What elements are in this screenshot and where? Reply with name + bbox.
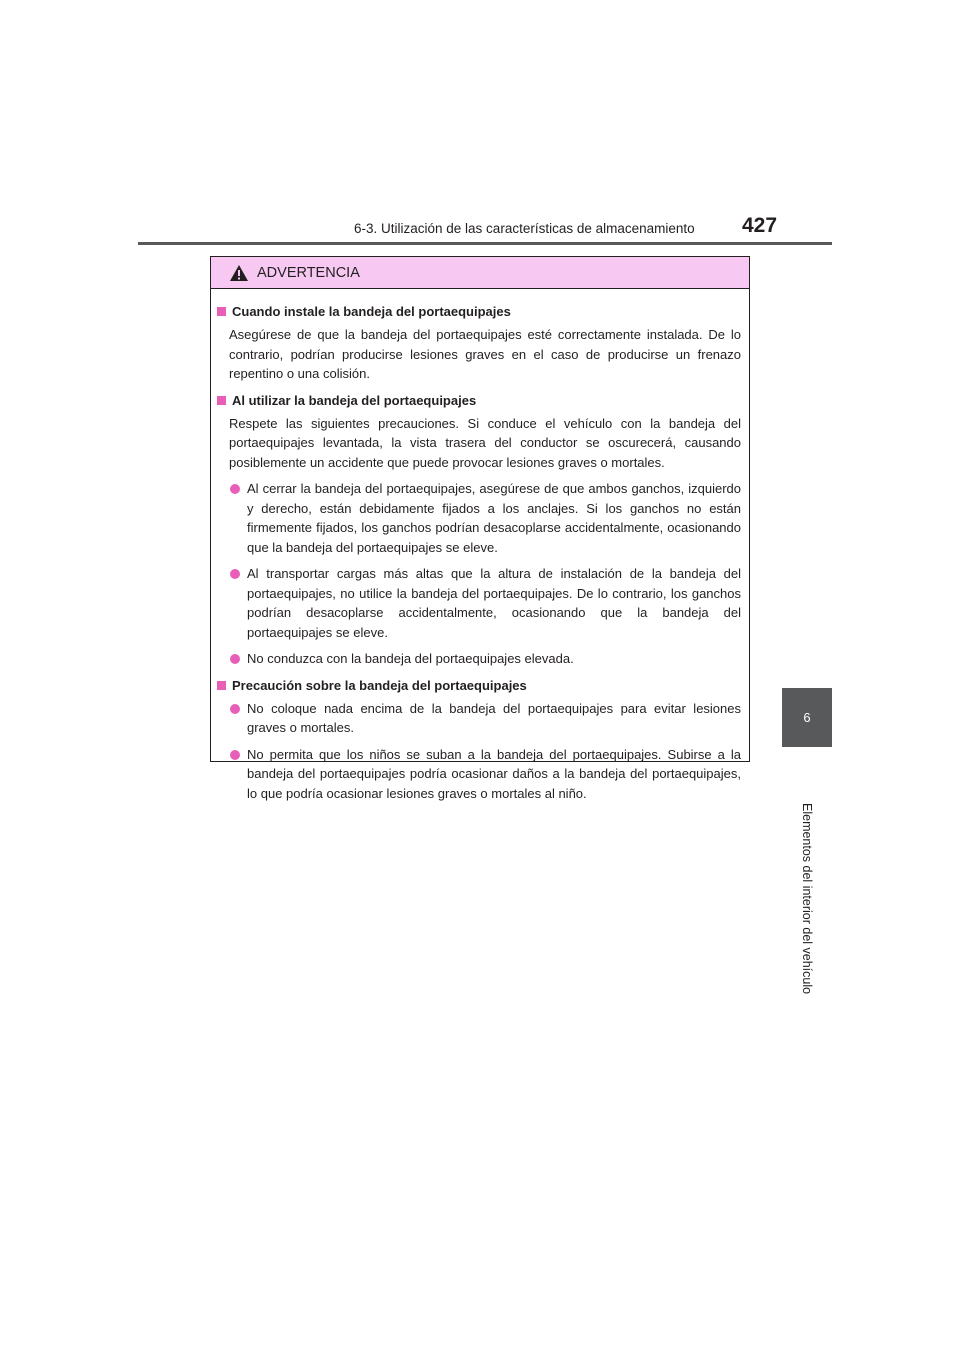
list-item: Al cerrar la bandeja del portaequipajes, asegúrese de que ambos ganchos, izquierdo y derecho, están debidamente fijados a los anclajes. Si los ganchos no están firmemente fijados, los ganchos podrían desacoplarse accidentalmente, ocasionando que la bandeja del portaequipajes se eleve. (229, 479, 741, 557)
warning-box (210, 256, 750, 801)
section-heading: Al utilizar la bandeja del portaequipajes (216, 391, 741, 411)
warning-triangle-icon (229, 264, 249, 282)
chapter-label: Elementos del interior del vehículo (800, 803, 814, 995)
chapter-tab (782, 688, 832, 747)
warning-header (211, 257, 749, 289)
list-item: Al transportar cargas más altas que la altura de instalación de la bandeja del portaequipajes, no utilice la bandeja del portaequipajes. De lo contrario, los ganchos podrían desacoplarse accidentalmente, ocasionando que la bandeja del portaequipajes se eleve. (229, 564, 741, 642)
list-item: No coloque nada encima de la bandeja del portaequipajes para evitar lesiones graves o mortales. (229, 699, 741, 738)
square-bullet-icon (217, 681, 226, 690)
warning-body (211, 289, 749, 803)
circle-bullet-icon (230, 654, 240, 664)
warning-section (216, 676, 741, 804)
header-divider (138, 242, 832, 245)
section-title: 6-3. Utilización de las características de almacenamiento (354, 221, 695, 236)
page-number: 427 (742, 214, 778, 237)
section-heading: Cuando instale la bandeja del portaequipajes (216, 302, 741, 322)
circle-bullet-icon (230, 750, 240, 760)
list-item: No conduzca con la bandeja del portaequipajes elevada. (229, 649, 741, 669)
section-heading: Precaución sobre la bandeja del portaequipajes (216, 676, 741, 696)
circle-bullet-icon (230, 484, 240, 494)
square-bullet-icon (217, 307, 226, 316)
section-text: Respete las siguientes precauciones. Si conduce el vehículo con la bandeja del portaequipajes levantada, la vista trasera del conductor se oscurecerá, causando posiblemente un accidente que puede provocar lesiones graves o mortales. (229, 415, 741, 470)
warning-section (216, 391, 741, 669)
square-bullet-icon (217, 396, 226, 405)
section-text: Asegúrese de que la bandeja del portaequipajes esté correctamente instalada. De lo contrario, podrían producirse lesiones graves en el caso de producirse un frenazo repentino o una colisión. (229, 327, 741, 381)
list-item: No permita que los niños se suban a la bandeja del portaequipajes. Subirse a la bandeja del portaequipajes podría ocasionar daños a la bandeja del portaequipajes, lo que podría ocasionar lesiones graves o mortales al niño. (229, 745, 741, 804)
circle-bullet-icon (230, 569, 240, 579)
chapter-number: 6 (803, 710, 811, 725)
circle-bullet-icon (230, 704, 240, 714)
warning-title: ADVERTENCIA (257, 264, 360, 281)
warning-section (216, 302, 741, 384)
